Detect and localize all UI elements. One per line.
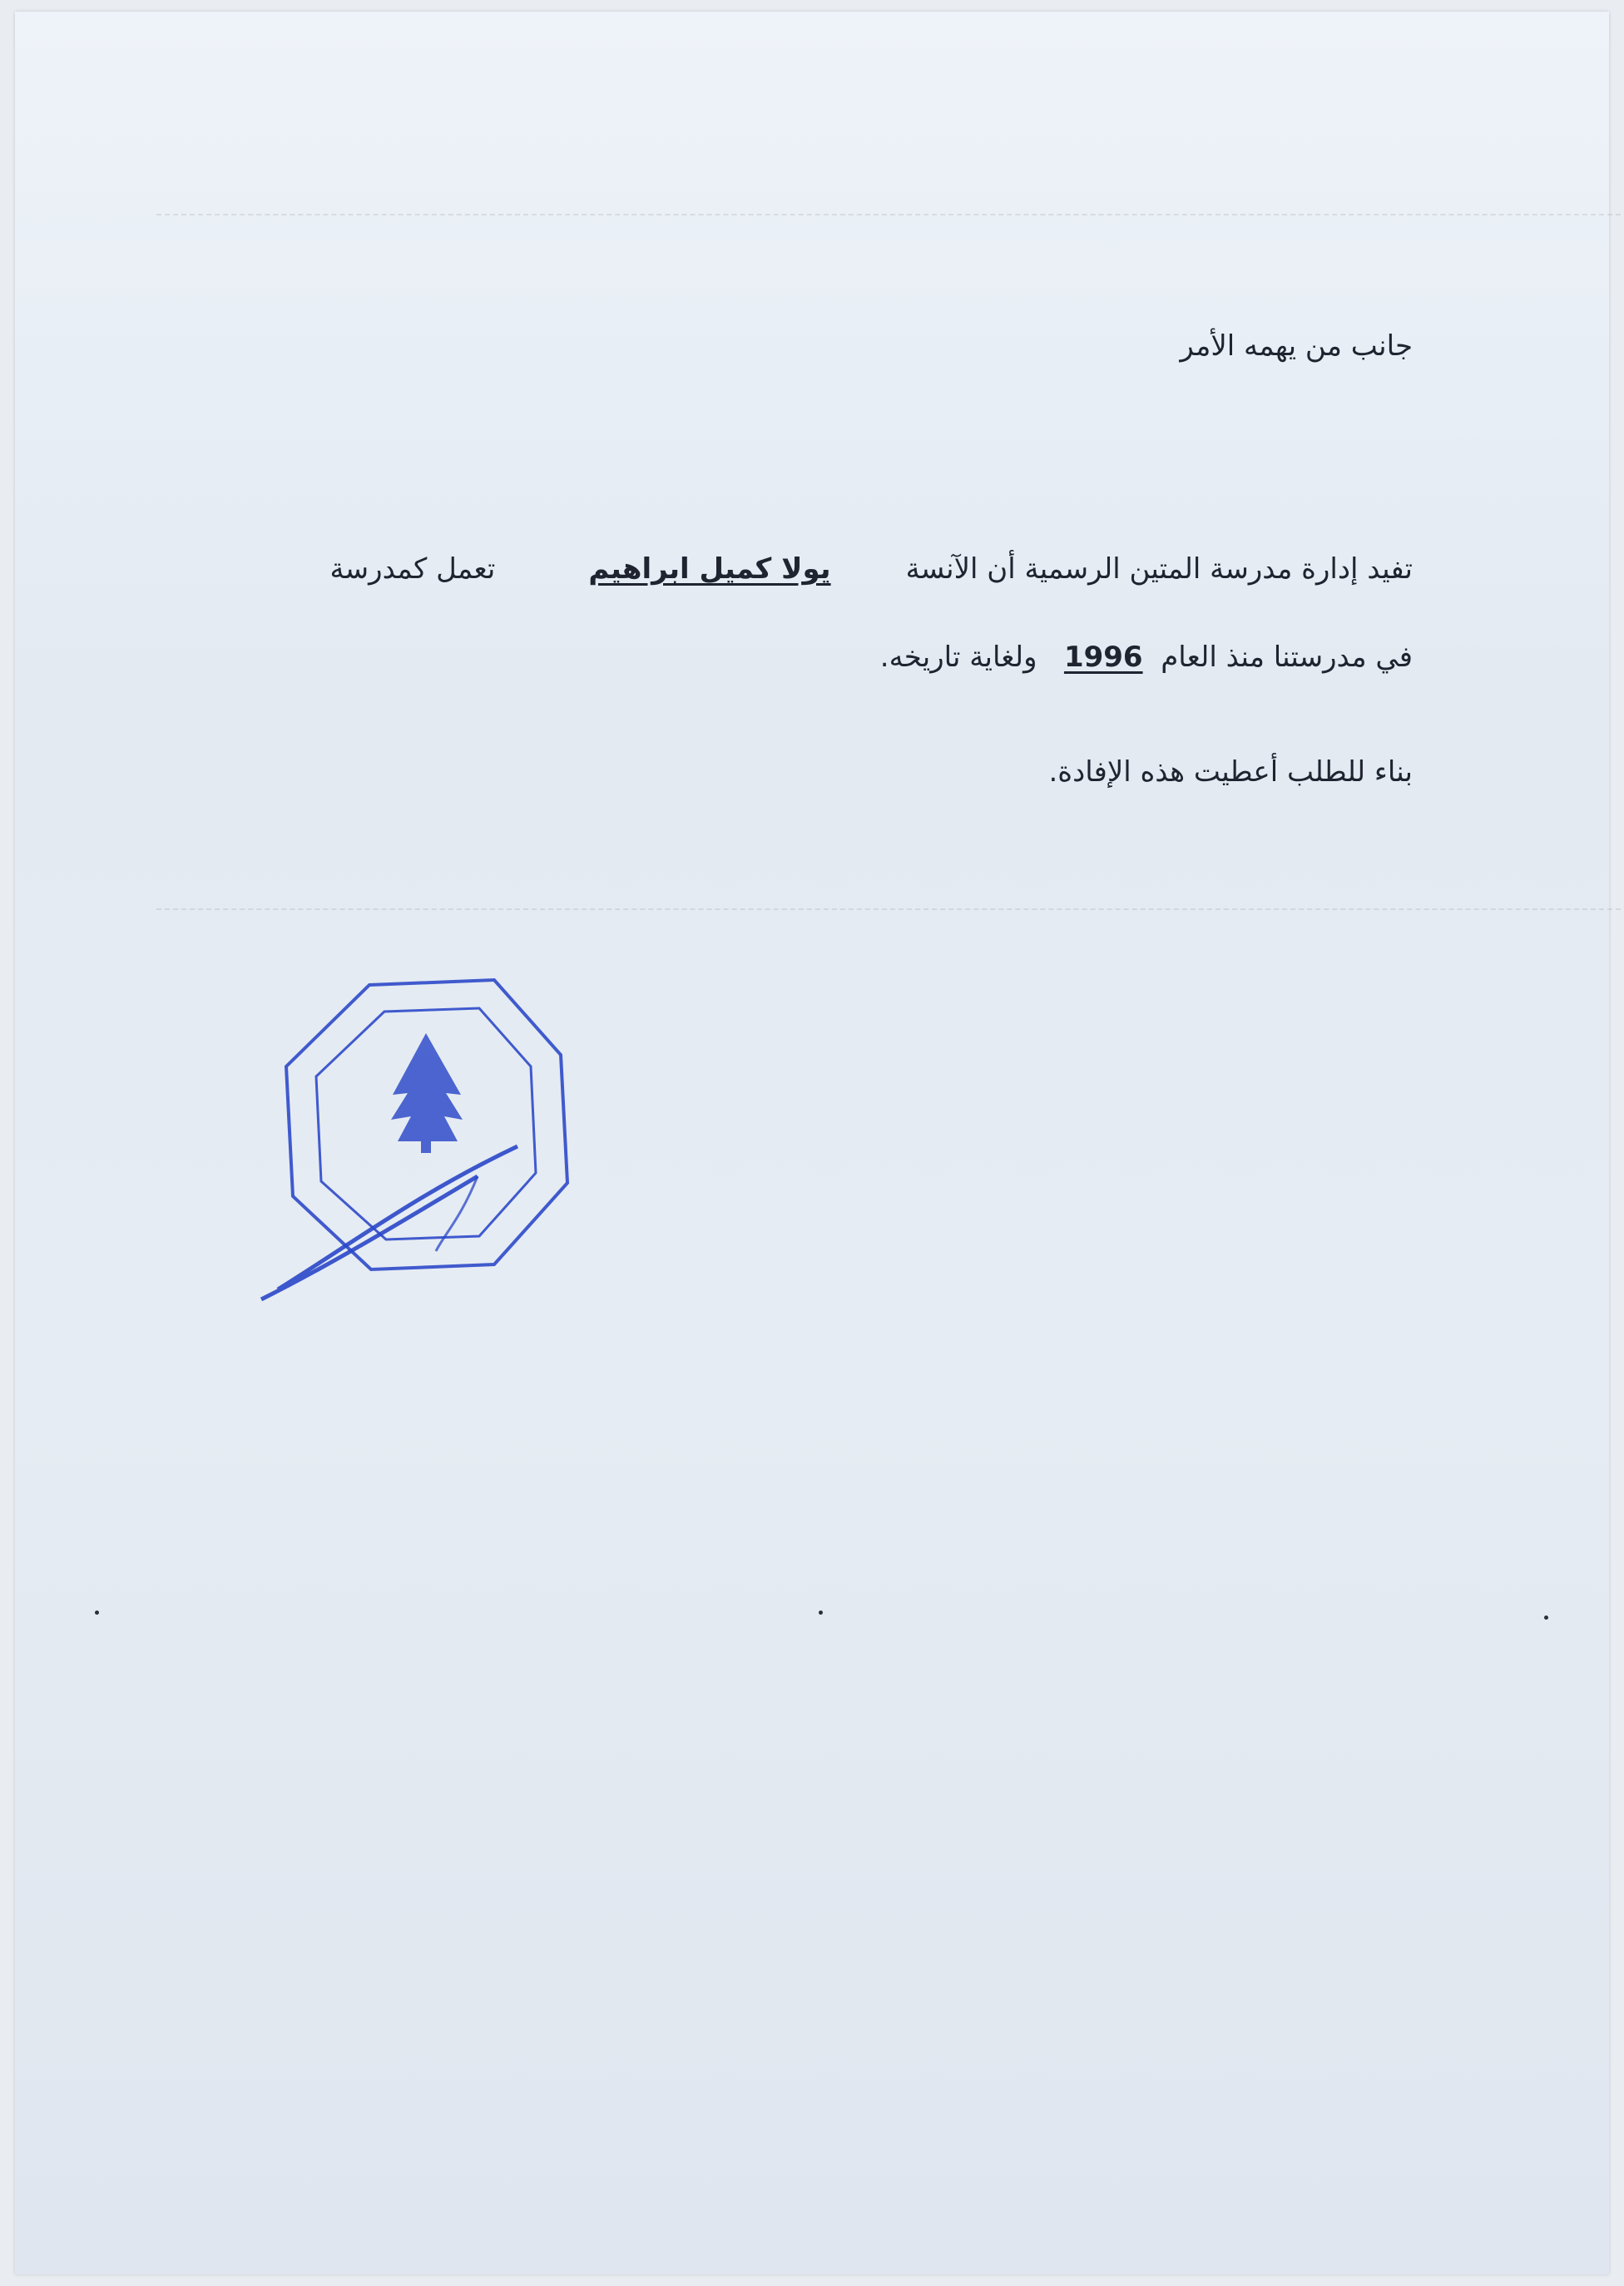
fold-line-top [156,214,1621,217]
paper-sheet [15,12,1609,2274]
employee-name: يولا كميل ابراهيم [588,552,831,586]
statement-line-1-prefix: تفيد إدارة مدرسة المتين الرسمية أن الآنسة [905,552,1413,586]
stamp-graphic [253,968,602,1301]
closing-line: بناء للطلب أعطيت هذه الإفادة. [1048,755,1413,789]
fold-line-middle [156,908,1621,912]
paper-speck [819,1611,823,1615]
paper-speck [1544,1616,1548,1620]
signature-stroke [261,1146,517,1299]
statement-line-1-suffix: تعمل كمدرسة [329,552,496,586]
school-stamp [253,968,602,1301]
statement-line-2-suffix: ولغاية تاريخه. [879,641,1037,674]
statement-line-2-prefix: في مدرستنا منذ العام [1161,641,1413,674]
cedar-tree-icon [391,1033,463,1153]
statement-line-1 [329,552,1413,586]
paper-speck [95,1611,99,1615]
salutation: جانب من يهمه الأمر [1180,329,1413,363]
start-year: 1996 [1063,641,1143,674]
statement-line-2 [880,641,1413,674]
